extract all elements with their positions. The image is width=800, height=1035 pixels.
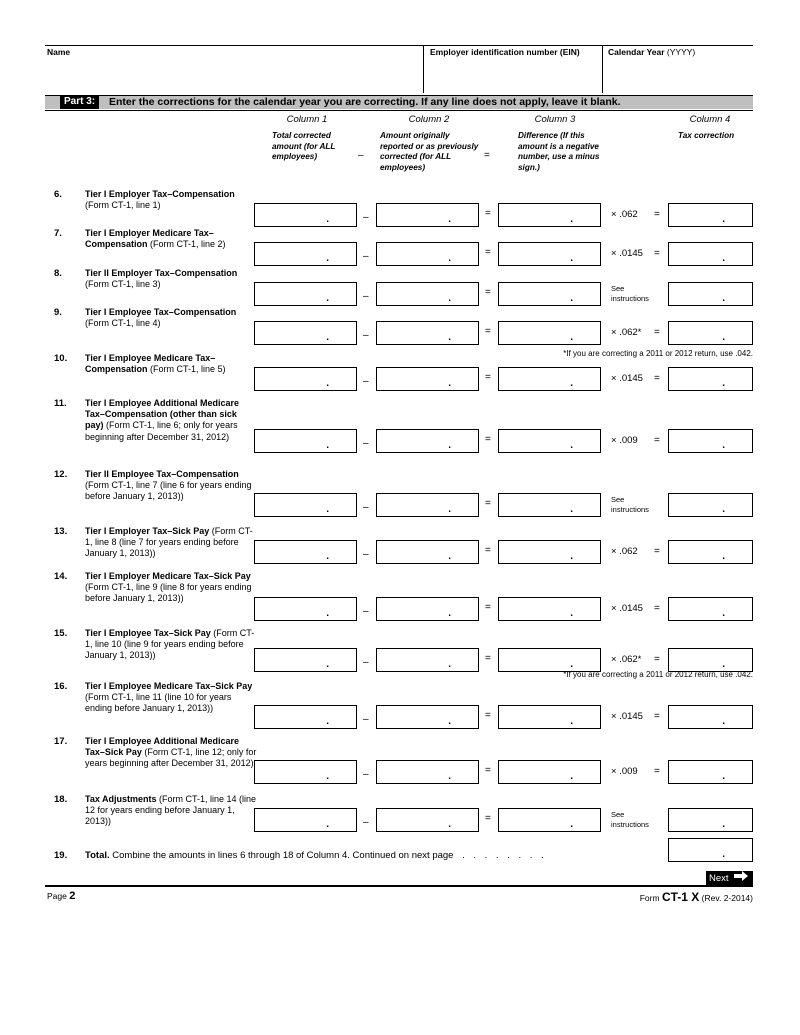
column1-field[interactable] (254, 429, 357, 453)
column1-field[interactable] (254, 321, 357, 345)
line-number: 16. (54, 681, 68, 692)
column1-field[interactable] (254, 808, 357, 832)
decimal-point: . (326, 214, 329, 225)
decimal-point: . (326, 771, 329, 782)
column2-field[interactable] (376, 760, 479, 784)
see-instructions: See instructions (611, 810, 649, 829)
tax-rate-multiplier: × .062* (611, 654, 642, 665)
minus-operator: – (363, 769, 369, 780)
line-bold-label: Tax Adjustments (85, 794, 157, 804)
column4-field[interactable] (668, 705, 753, 729)
decimal-point: . (448, 771, 451, 782)
column1-field[interactable] (254, 493, 357, 517)
ein-label: Employer identification number (EIN) (430, 47, 580, 57)
equals-operator: = (485, 326, 491, 337)
line-number: 14. (54, 571, 68, 582)
line-form-ref: (Form CT-1, line 3) (85, 279, 161, 290)
line-bold-label: Tier I Employer Medicare Tax–Sick Pay (85, 571, 251, 581)
decimal-point: . (722, 771, 725, 782)
minus-operator: – (363, 657, 369, 668)
column2-field[interactable] (376, 203, 479, 227)
column3-field[interactable] (498, 540, 601, 564)
column4-field[interactable] (668, 760, 753, 784)
line-bold-label: Tier I Employee Additional Medicare Tax–Compensation (other than sick pay) (85, 398, 240, 431)
decimal-point: . (570, 551, 573, 562)
column1-field[interactable] (254, 367, 357, 391)
column2-field[interactable] (376, 367, 479, 391)
column3-desc: Difference (If this amount is a negative number, use a minus sign.) (518, 131, 600, 172)
line-bold-label: Tier I Employer Tax–Compensation (85, 189, 235, 199)
decimal-point: . (448, 293, 451, 304)
decimal-point: . (570, 214, 573, 225)
decimal-point: . (722, 332, 725, 343)
tax-rate-multiplier: × .009 (611, 435, 638, 446)
decimal-point: . (722, 551, 725, 562)
line-form-ref: (Form CT-1, line 1) (85, 200, 161, 211)
decimal-point: . (448, 332, 451, 343)
column1-title: Column 1 (286, 114, 328, 125)
line-form-ref: (Form CT-1, line 11 (line 10 for years ending before January 1, 2013)) (85, 692, 232, 714)
calendar-year-hint: (YYYY) (666, 47, 696, 57)
line-description (85, 469, 257, 503)
line-form-ref: (Form CT-1, line 10 (line 9 for years ending before January 1, 2013)) (85, 628, 255, 661)
equals-operator: = (654, 435, 660, 446)
decimal-point: . (448, 819, 451, 830)
column2-field[interactable] (376, 429, 479, 453)
decimal-point: . (326, 378, 329, 389)
page-label: Page (47, 891, 67, 901)
equals-operator: = (654, 327, 660, 338)
line-form-ref: (Form CT-1, line 5) (150, 364, 226, 375)
column1-field[interactable] (254, 540, 357, 564)
name-label: Name (47, 47, 71, 57)
line-description (85, 681, 257, 715)
column3-field[interactable] (498, 429, 601, 453)
decimal-point: . (722, 849, 725, 860)
column4-desc: Tax correction (678, 131, 735, 140)
ein-field[interactable] (426, 58, 598, 92)
column4-field[interactable] (668, 597, 753, 621)
decimal-point: . (326, 293, 329, 304)
decimal-point: . (722, 716, 725, 727)
line-description (85, 228, 257, 250)
column4-field[interactable] (668, 429, 753, 453)
line-description (85, 353, 257, 375)
decimal-point: . (722, 378, 725, 389)
decimal-point: . (448, 551, 451, 562)
line19-text: Combine the amounts in lines 6 through 18 of Column 4. Continued on next page (112, 850, 454, 861)
line-bold-label: Tier I Employer Tax–Sick Pay (85, 526, 210, 536)
arrow-right-icon (734, 871, 748, 886)
tax-rate-multiplier: × .0145 (611, 711, 643, 722)
line19-bold: Total. (85, 850, 110, 861)
equals-operator: = (485, 653, 491, 664)
column3-field[interactable] (498, 648, 601, 672)
minus-operator: – (363, 291, 369, 302)
column3-field[interactable] (498, 282, 601, 306)
column4-field[interactable] (668, 648, 753, 672)
decimal-point: . (448, 504, 451, 515)
column3-field[interactable] (498, 597, 601, 621)
column2-field[interactable] (376, 648, 479, 672)
line-form-ref: (Form CT-1, line 9 (line 8 for years ending before January 1, 2013)) (85, 582, 252, 604)
decimal-point: . (326, 332, 329, 343)
column4-field[interactable] (668, 493, 753, 517)
line19-leader: . . . . . . . . (462, 850, 547, 861)
decimal-point: . (722, 819, 725, 830)
line-number: 17. (54, 736, 68, 747)
line19-number: 19. (54, 850, 68, 861)
line-form-ref: (Form CT-1, line 14 (line 12 for years ending before January 1, 2013)) (85, 794, 257, 827)
line-description (85, 526, 257, 560)
decimal-point: . (570, 608, 573, 619)
decimal-point: . (570, 293, 573, 304)
minus-operator: – (363, 376, 369, 387)
column2-field[interactable] (376, 540, 479, 564)
decimal-point: . (722, 504, 725, 515)
form-footer (640, 890, 753, 904)
line-form-ref: (Form CT-1, line 7 (line 6 for years ending before January 1, 2013)) (85, 480, 252, 502)
decimal-point: . (570, 819, 573, 830)
column4-field[interactable] (668, 540, 753, 564)
line-bold-label: Tier I Employee Medicare Tax–Sick Pay (85, 681, 253, 691)
minus-operator: – (363, 212, 369, 223)
line-form-ref: (Form CT-1, line 8 (line 7 for years ending before January 1, 2013)) (85, 526, 253, 559)
line-description (85, 628, 257, 662)
equals-operator: = (654, 209, 660, 220)
equals-operator: = (485, 602, 491, 613)
line-form-ref: (Form CT-1, line 6; only for years beginning after December 31, 2012) (85, 420, 238, 442)
minus-operator: – (363, 817, 369, 828)
decimal-point: . (570, 378, 573, 389)
line-description (85, 189, 257, 211)
line-bold-label: Tier I Employee Tax–Compensation (85, 307, 237, 317)
decimal-point: . (326, 253, 329, 264)
minus-operator: – (363, 502, 369, 513)
decimal-point: . (326, 440, 329, 451)
line-form-ref: (Form CT-1, line 4) (85, 318, 161, 329)
decimal-point: . (570, 771, 573, 782)
column3-field[interactable] (498, 705, 601, 729)
minus-operator: – (363, 549, 369, 560)
equals-operator: = (485, 434, 491, 445)
equals-operator: = (485, 765, 491, 776)
page-number: 2 (69, 890, 76, 902)
part3-tag: Part 3: (60, 95, 99, 109)
tax-rate-multiplier: × .0145 (611, 373, 643, 384)
line-description (85, 268, 257, 290)
decimal-point: . (448, 659, 451, 670)
header-equals: = (484, 150, 490, 161)
column3-field[interactable] (498, 760, 601, 784)
line-number: 15. (54, 628, 68, 639)
equals-operator: = (654, 603, 660, 614)
column1-field[interactable] (254, 282, 357, 306)
decimal-point: . (326, 716, 329, 727)
equals-operator: = (485, 710, 491, 721)
decimal-point: . (448, 378, 451, 389)
column1-desc: Total corrected amount (for ALL employees) (272, 131, 336, 161)
line-description (85, 571, 257, 605)
decimal-point: . (326, 551, 329, 562)
column2-field[interactable] (376, 493, 479, 517)
column1-field[interactable] (254, 760, 357, 784)
column3-field[interactable] (498, 203, 601, 227)
page-footer (47, 890, 75, 902)
column1-field[interactable] (254, 597, 357, 621)
tax-rate-multiplier: × .009 (611, 766, 638, 777)
column2-field[interactable] (376, 808, 479, 832)
minus-operator: – (363, 438, 369, 449)
decimal-point: . (448, 214, 451, 225)
decimal-point: . (722, 608, 725, 619)
see-instructions: See instructions (611, 284, 649, 303)
column4-field[interactable] (668, 367, 753, 391)
equals-operator: = (485, 498, 491, 509)
tax-rate-multiplier: × .062 (611, 209, 638, 220)
column2-field[interactable] (376, 321, 479, 345)
part3-title: Enter the corrections for the calendar year you are correcting. If any line does not apply, leave it blank. (109, 96, 621, 108)
equals-operator: = (654, 373, 660, 384)
equals-operator: = (654, 766, 660, 777)
tax-rate-multiplier: × .062* (611, 327, 642, 338)
line-number: 8. (54, 268, 62, 279)
calendar-year-field[interactable] (605, 58, 751, 92)
tax-rate-multiplier: × .0145 (611, 248, 643, 259)
form-revision: (Rev. 2-2014) (701, 893, 753, 903)
column3-field[interactable] (498, 493, 601, 517)
column4-field[interactable] (668, 242, 753, 266)
line-number: 6. (54, 189, 62, 200)
line-bold-label: Tier I Employee Medicare Tax–Compensation (85, 353, 216, 375)
column3-field[interactable] (498, 321, 601, 345)
equals-operator: = (485, 287, 491, 298)
column2-desc: Amount originally reported or as previously corrected (for ALL employees) (380, 131, 479, 172)
line-description (85, 307, 257, 329)
next-button[interactable] (706, 871, 753, 885)
see-instructions: See instructions (611, 495, 649, 514)
minus-operator: – (363, 606, 369, 617)
line-bold-label: Tier I Employee Tax–Sick Pay (85, 628, 211, 638)
column4-field[interactable] (668, 321, 753, 345)
column3-title: Column 3 (534, 114, 576, 125)
equals-operator: = (654, 654, 660, 665)
column1-field[interactable] (254, 705, 357, 729)
form-label: Form (639, 893, 660, 903)
column2-title: Column 2 (408, 114, 450, 125)
equals-operator: = (485, 545, 491, 556)
decimal-point: . (722, 253, 725, 264)
column4-title: Column 4 (689, 114, 731, 125)
column2-field[interactable] (376, 597, 479, 621)
equals-operator: = (485, 247, 491, 258)
form-name: CT-1 X (661, 890, 700, 904)
column3-field[interactable] (498, 367, 601, 391)
column1-field[interactable] (254, 648, 357, 672)
line-description (85, 736, 257, 770)
decimal-point: . (326, 504, 329, 515)
line-description (85, 398, 257, 443)
column1-field[interactable] (254, 242, 357, 266)
decimal-point: . (570, 253, 573, 264)
calendar-year-label (608, 47, 695, 57)
decimal-point: . (448, 253, 451, 264)
decimal-point: . (722, 440, 725, 451)
decimal-point: . (570, 659, 573, 670)
column2-field[interactable] (376, 705, 479, 729)
line-bold-label: Tier I Employee Additional Medicare Tax–Sick Pay (85, 736, 240, 758)
line-number: 12. (54, 469, 68, 480)
name-field[interactable] (47, 58, 419, 92)
equals-operator: = (485, 208, 491, 219)
line-bold-label: Tier I Employer Medicare Tax–Compensation (85, 228, 214, 250)
line-bold-label: Tier II Employer Tax–Compensation (85, 268, 238, 278)
column1-field[interactable] (254, 203, 357, 227)
decimal-point: . (570, 716, 573, 727)
note-2011-line15: *If you are correcting a 2011 or 2012 return, use .042. (563, 670, 753, 679)
header-minus: – (358, 150, 364, 161)
decimal-point: . (448, 608, 451, 619)
next-label: Next (709, 873, 729, 885)
decimal-point: . (326, 819, 329, 830)
line-bold-label: Tier II Employee Tax–Compensation (85, 469, 239, 479)
decimal-point: . (326, 659, 329, 670)
column4-field[interactable] (668, 808, 753, 832)
column2-field[interactable] (376, 242, 479, 266)
line-number: 11. (54, 398, 67, 409)
decimal-point: . (448, 716, 451, 727)
decimal-point: . (722, 293, 725, 304)
column3-field[interactable] (498, 808, 601, 832)
equals-operator: = (654, 546, 660, 557)
column4-field[interactable] (668, 282, 753, 306)
decimal-point: . (570, 332, 573, 343)
line-number: 13. (54, 526, 68, 537)
decimal-point: . (722, 214, 725, 225)
line-description (85, 794, 257, 828)
calendar-year-text: Calendar Year (608, 47, 665, 57)
line-number: 9. (54, 307, 62, 318)
decimal-point: . (570, 504, 573, 515)
equals-operator: = (654, 248, 660, 259)
tax-rate-multiplier: × .062 (611, 546, 638, 557)
line-number: 10. (54, 353, 68, 364)
minus-operator: – (363, 251, 369, 262)
decimal-point: . (722, 659, 725, 670)
decimal-point: . (326, 608, 329, 619)
equals-operator: = (485, 813, 491, 824)
line-form-ref: (Form CT-1, line 2) (150, 239, 226, 250)
equals-operator: = (654, 711, 660, 722)
decimal-point: . (570, 440, 573, 451)
tax-rate-multiplier: × .0145 (611, 603, 643, 614)
equals-operator: = (485, 372, 491, 383)
column2-field[interactable] (376, 282, 479, 306)
line-number: 18. (54, 794, 68, 805)
line19-total-field[interactable] (668, 838, 753, 862)
note-2011-line9: *If you are correcting a 2011 or 2012 return, use .042. (563, 349, 753, 358)
column3-field[interactable] (498, 242, 601, 266)
line-number: 7. (54, 228, 62, 239)
minus-operator: – (363, 714, 369, 725)
line-form-ref: (Form CT-1, line 12; only for years beginning after December 31, 2012) (85, 747, 257, 769)
line19-description (85, 850, 547, 861)
decimal-point: . (448, 440, 451, 451)
minus-operator: – (363, 330, 369, 341)
column4-field[interactable] (668, 203, 753, 227)
